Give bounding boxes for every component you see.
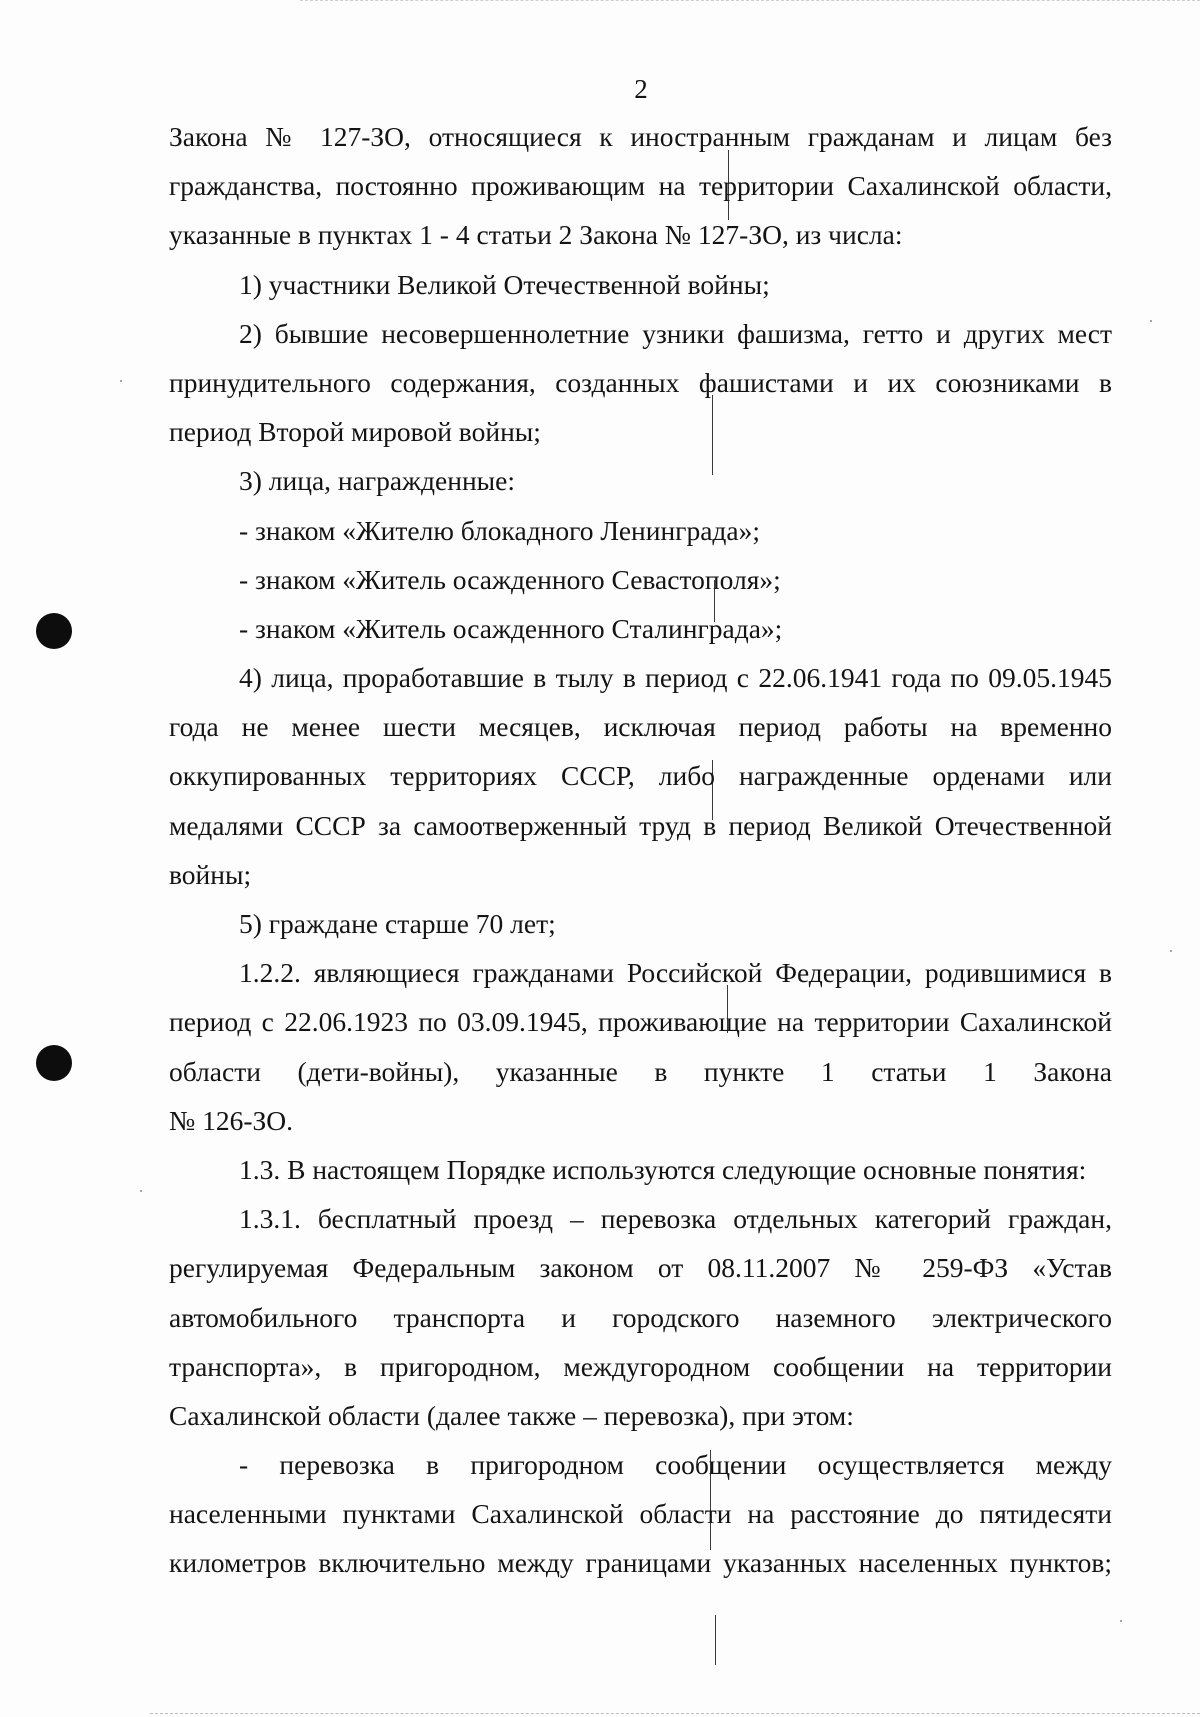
text-line: транспорта», в пригородном, междугородном сообщении на территории	[169, 1350, 1112, 1382]
text-line: указанные в пунктах 1 - 4 статьи 2 Закона № 127-ЗО, из числа:	[169, 219, 903, 251]
text-line: гражданства, постоянно проживающим на территории Сахалинской области,	[169, 170, 1112, 202]
text-line: медалями СССР за самоотверженный труд в период Великой Отечественной	[169, 809, 1112, 841]
text-line: населенными пунктами Сахалинской области на расстояние до пятидесяти	[169, 1498, 1112, 1530]
text-line: Закона № 127-ЗО, относящиеся к иностранным гражданам и лицам без	[169, 121, 1112, 152]
punch-hole	[36, 1045, 72, 1081]
text-line: оккупированных территориях СССР, либо награжденные орденами или	[169, 760, 1112, 792]
section-heading: 1.3. В настоящем Порядке используются следующие основные понятия:	[239, 1153, 1087, 1185]
scan-edge-top	[300, 0, 1200, 1]
list-item: 1.3.1. бесплатный проезд – перевозка отдельных категорий граждан,	[239, 1203, 1112, 1235]
list-item: - знаком «Житель осажденного Севастополя»;	[239, 563, 781, 595]
list-item: - знаком «Житель осажденного Сталинграда»;	[239, 612, 783, 644]
list-item: 3) лица, награжденные:	[239, 465, 516, 497]
text-line: регулируемая Федеральным законом от 08.11.2007 № 259-ФЗ «Устав	[169, 1252, 1112, 1284]
punch-hole	[36, 613, 72, 649]
scan-speck	[120, 380, 122, 382]
list-item: 1) участники Великой Отечественной войны;	[239, 268, 770, 300]
text-line: области (дети-войны), указанные в пункте 1 статьи 1 Закона	[169, 1055, 1112, 1087]
list-item: 2) бывшие несовершеннолетние узники фашизма, гетто и других мест	[239, 317, 1112, 349]
scan-speck	[1170, 950, 1172, 952]
text-line: принудительного содержания, созданных фашистами и их союзниками в	[169, 366, 1112, 398]
text-line: период Второй мировой войны;	[169, 416, 541, 448]
text-line: № 126-ЗО.	[169, 1104, 294, 1136]
scan-speck	[140, 1190, 142, 1192]
scan-speck	[1150, 320, 1152, 322]
page-number: 2	[634, 74, 648, 104]
list-item: 4) лица, проработавшие в тылу в период с 22.06.1941 года по 09.05.1945	[239, 662, 1112, 694]
list-item: - знаком «Жителю блокадного Ленинграда»;	[239, 514, 761, 546]
text-line: войны;	[169, 858, 252, 890]
list-item: 5) граждане старше 70 лет;	[239, 908, 556, 939]
scan-edge-bottom	[150, 1713, 1200, 1714]
scan-speck	[1120, 1620, 1122, 1622]
text-line: года не менее шести месяцев, исключая период работы на временно	[169, 711, 1112, 743]
document-body	[169, 112, 1112, 1588]
list-item: 1.2.2. являющиеся гражданами Российской Федерации, родившимися в	[239, 957, 1112, 989]
text-line: период с 22.06.1923 по 03.09.1945, проживающие на территории Сахалинской	[169, 1006, 1112, 1038]
text-line: километров включительно между границами указанных населенных пунктов;	[169, 1547, 1112, 1579]
scan-artifact-line	[715, 1615, 716, 1665]
list-item: - перевозка в пригородном сообщении осуществляется между	[239, 1449, 1112, 1481]
text-line: автомобильного транспорта и городского наземного электрического	[169, 1301, 1112, 1333]
text-line: Сахалинской области (далее также – перевозка), при этом:	[169, 1399, 854, 1431]
